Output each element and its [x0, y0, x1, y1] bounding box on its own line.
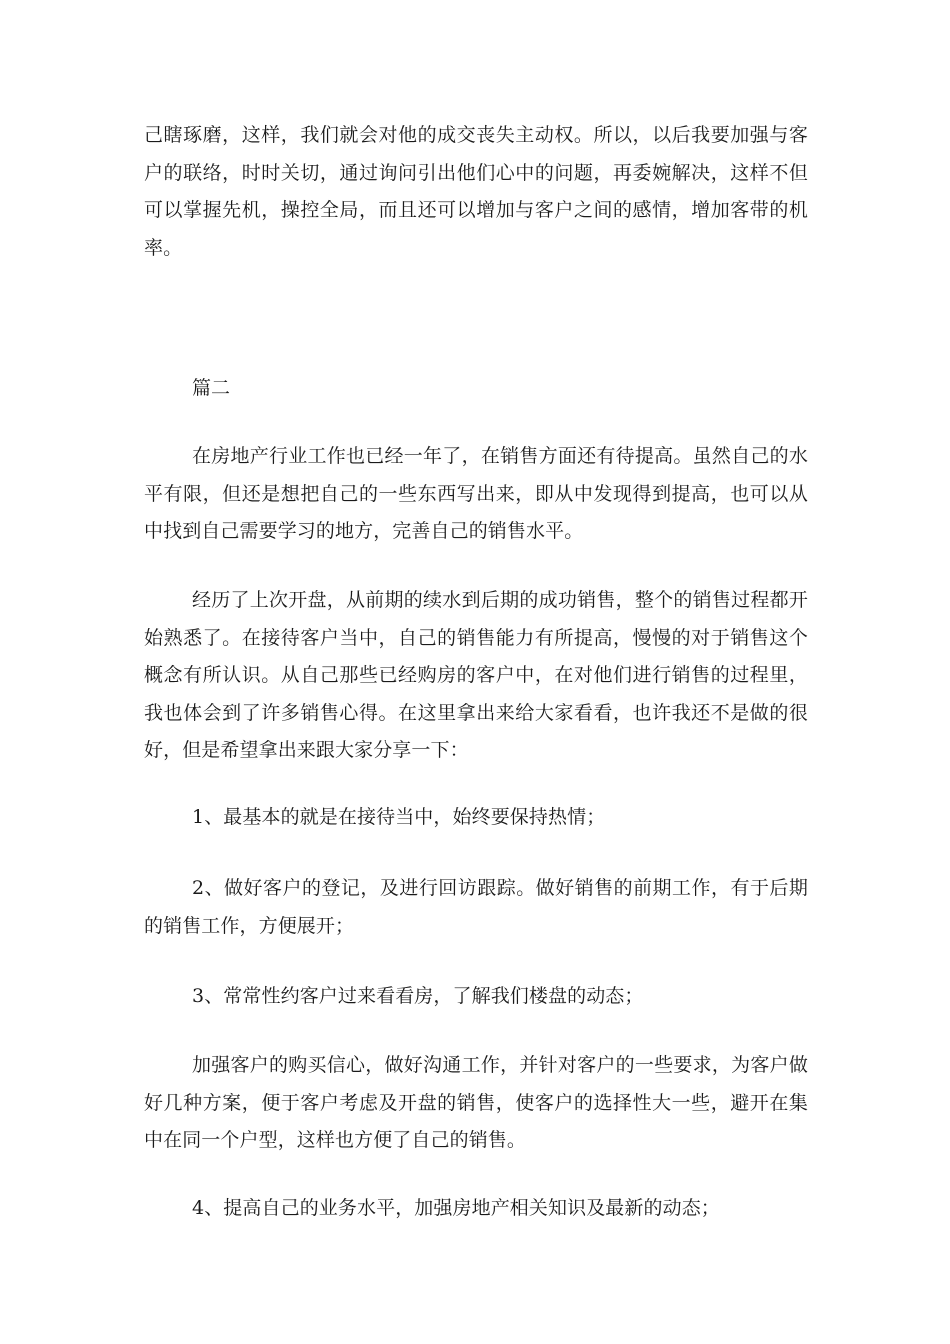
list-item: 4、提高自己的业务水平，加强房地产相关知识及最新的动态； [192, 1197, 720, 1219]
body-paragraph: 加强客户的购买信心，做好沟通工作，并针对客户的一些要求，为客户做好几种方案，便于客户考虑及开盘的销售，使客户的选择性大一些，避开在集中在同一个户型，这样也方便了自己的销售。 [144, 1054, 808, 1151]
section-heading: 篇二 [192, 377, 231, 399]
list-item: 3、常常性约客户过来看看房，了解我们楼盘的动态； [192, 985, 644, 1007]
list-item: 1、最基本的就是在接待当中，始终要保持热情； [192, 806, 606, 828]
body-paragraph: 在房地产行业工作也已经一年了，在销售方面还有待提高。虽然自己的水平有限，但还是想把自己的一些东西写出来，即从中发现得到提高，也可以从中找到自己需要学习的地方，完善自己的销售水平。 [144, 445, 808, 542]
list-item: 2、做好客户的登记，及进行回访跟踪。做好销售的前期工作，有于后期的销售工作，方便展开； [144, 877, 808, 937]
continuation-paragraph: 己瞎琢磨，这样，我们就会对他的成交丧失主动权。所以，以后我要加强与客户的联络，时时关切，通过询问引出他们心中的问题，再委婉解决，这样不但可以掌握先机，操控全局，而且还可以增加与客户之间的感情，增加客带的机率。 [144, 124, 808, 259]
body-paragraph: 经历了上次开盘，从前期的续水到后期的成功销售，整个的销售过程都开始熟悉了。在接待客户当中，自己的销售能力有所提高，慢慢的对于销售这个概念有所认识。从自己那些已经购房的客户中，在对他们进行销售的过程里，我也体会到了许多销售心得。在这里拿出来给大家看看，也许我还不是做的很好，但是希望拿出来跟大家分享一下： [144, 589, 808, 761]
